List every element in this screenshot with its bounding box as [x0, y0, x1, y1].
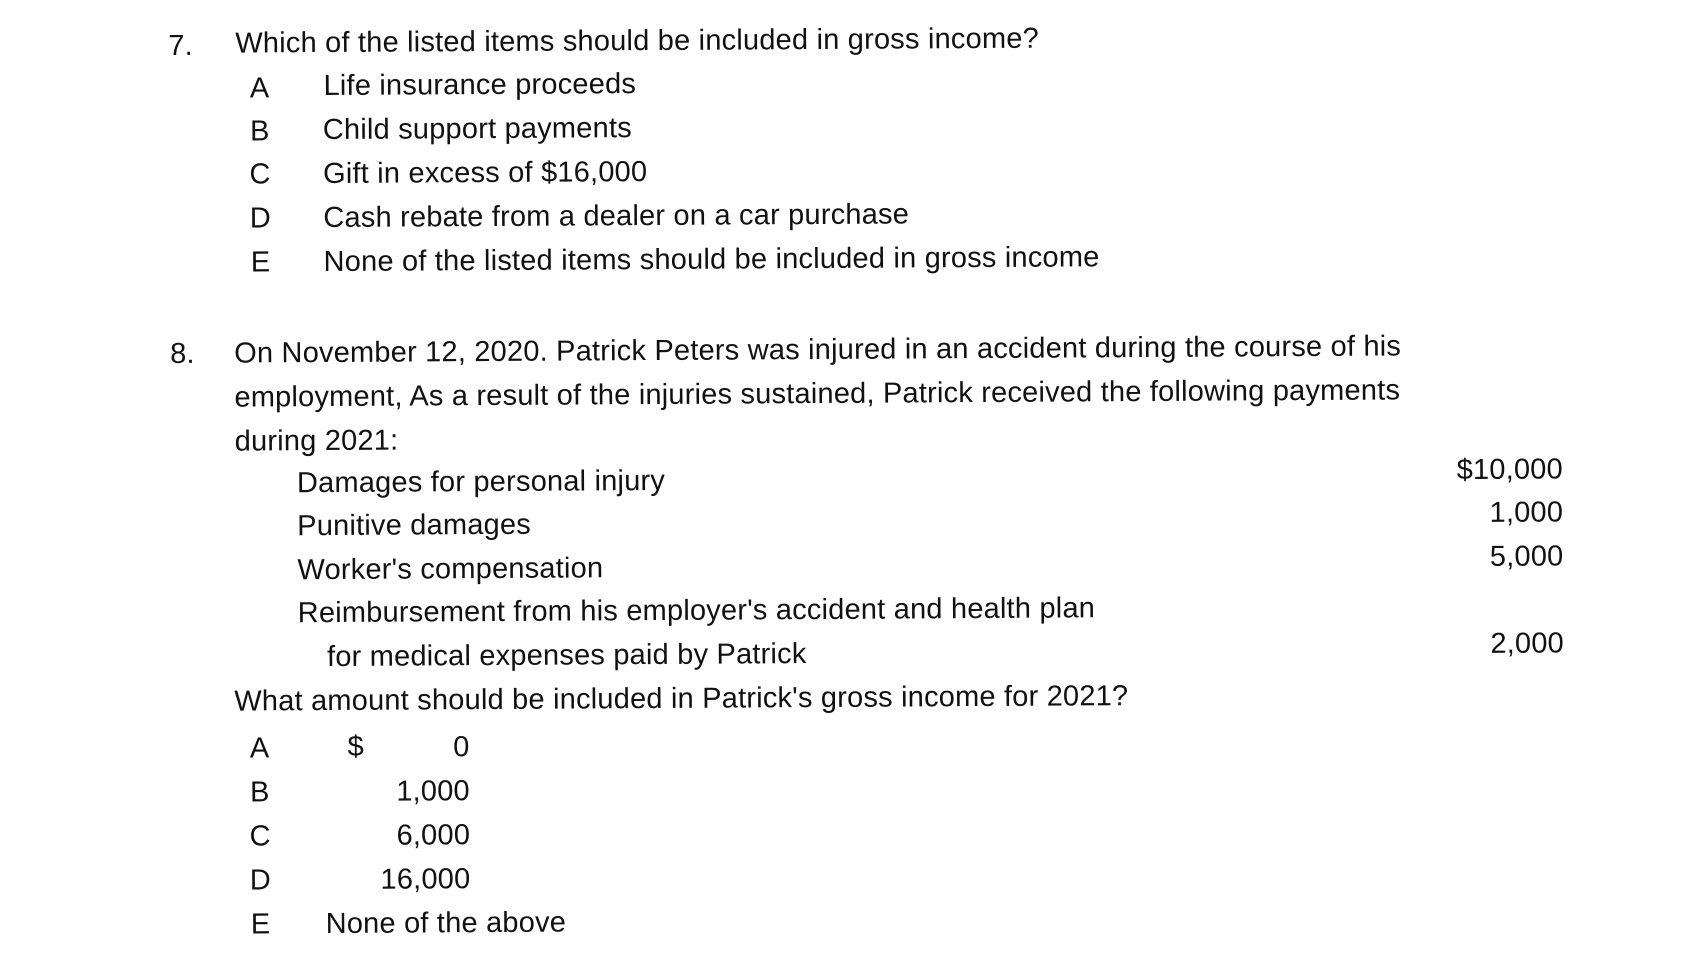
payment-amount-personal-injury: $10,000 — [1456, 453, 1563, 487]
q8-option-b-amount: 1,000 — [396, 775, 470, 808]
q8-stem-line-1: On November 12, 2020. Patrick Peters was injured in an accident during the course of his — [234, 330, 1402, 370]
q8-option-d-amount: 16,000 — [380, 863, 471, 896]
q7-option-b-letter: B — [249, 115, 270, 148]
q8-option-e-text: None of the above — [325, 906, 567, 941]
payment-label-punitive: Punitive damages — [297, 508, 532, 543]
q7-option-b-text: Child support payments — [322, 112, 632, 147]
payment-amount-reimbursement: 2,000 — [1490, 627, 1565, 660]
q8-option-c-amount: 6,000 — [396, 819, 471, 852]
q8-option-d-letter: D — [249, 864, 272, 897]
q7-option-a-letter: A — [249, 72, 270, 105]
question-8-number: 8. — [170, 337, 195, 370]
q8-option-a-letter: A — [249, 732, 270, 765]
payment-label-reimbursement-cont: for medical expenses paid by Patrick — [326, 638, 807, 674]
payment-label-reimbursement: Reimbursement from his employer's accident and health plan — [297, 592, 1096, 630]
q8-option-c-letter: C — [249, 820, 271, 853]
q7-option-d-text: Cash rebate from a dealer on a car purchase — [323, 198, 910, 235]
q7-option-a-text: Life insurance proceeds — [323, 68, 637, 103]
payment-amount-punitive: 1,000 — [1489, 496, 1564, 529]
q8-option-e-letter: E — [250, 908, 271, 941]
q7-option-d-letter: D — [249, 202, 272, 235]
payment-amount-workers-comp: 5,000 — [1489, 540, 1564, 573]
q8-stem-line-2: employment, As a result of the injuries sustained, Patrick received the following payments — [234, 374, 1401, 414]
q7-option-e-text: None of the listed items should be included in gross income — [323, 241, 1100, 279]
q8-option-a-amount: 0 — [453, 731, 470, 764]
q7-option-c-text: Gift in excess of $16,000 — [322, 156, 648, 191]
payment-label-workers-comp: Worker's compensation — [297, 552, 604, 587]
q8-stem-line-3: during 2021: — [234, 424, 399, 458]
q7-option-e-letter: E — [250, 246, 271, 279]
q7-option-c-letter: C — [249, 158, 271, 191]
q8-option-a-currency: $ — [347, 730, 365, 763]
q8-question-text: What amount should be included in Patrick's gross income for 2021? — [234, 680, 1129, 718]
question-7-text: Which of the listed items should be included in gross income? — [235, 22, 1040, 60]
q8-option-b-letter: B — [249, 776, 270, 809]
question-7-number: 7. — [168, 29, 193, 62]
payment-label-personal-injury: Damages for personal injury — [296, 464, 666, 500]
